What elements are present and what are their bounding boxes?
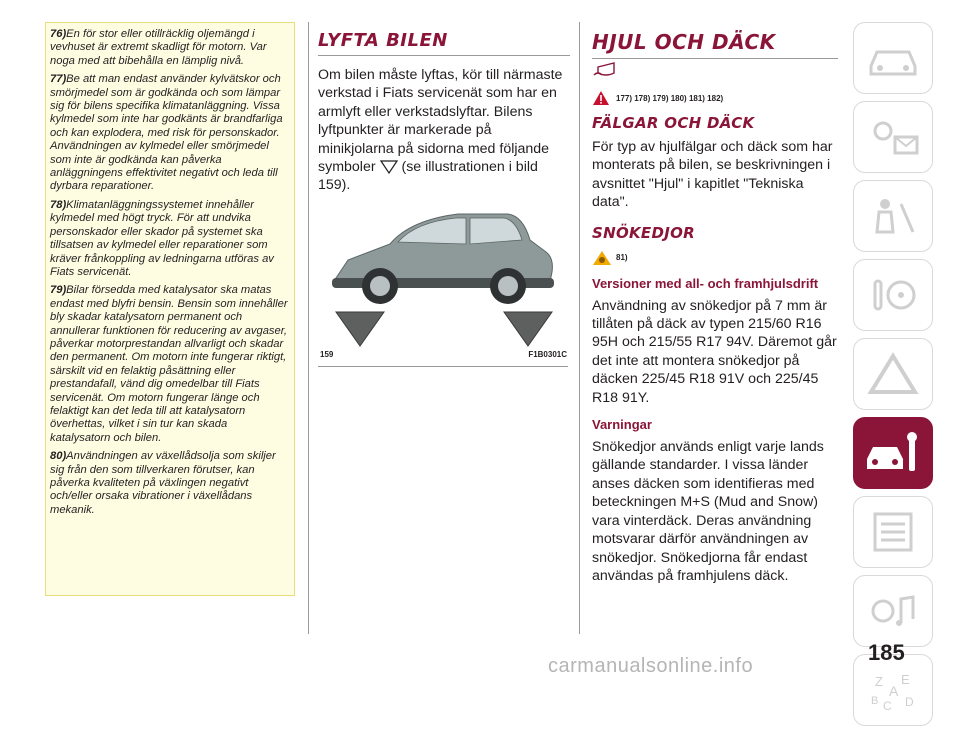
chains-note-ref: 81) (592, 250, 838, 266)
note-80: 80)Användningen av växellådsolja som skiljer sig från den som tillverkaren förutser, kan påverka kvaliteten på växlingen negativt och/eller orsaka vibrationer i växellådans mekanik. (50, 450, 276, 516)
page-number: 185 (868, 640, 905, 665)
section-title-rims: FÄLGAR OCH DÄCK (592, 114, 755, 132)
versions-text: Användning av snökedjor på 7 mm är tillåten på däck av typen 215/60 R16 95H och 215/55 R17 94V. Däremot går det inte att montera snökedjor på däcken 225/45 R18 91V och 225/45 R18 91Y. (592, 297, 837, 406)
svg-text:C: C (883, 699, 892, 712)
figure-number: 159 (320, 350, 334, 359)
key-steering-icon (865, 273, 921, 317)
figure-code: F1B0301C (528, 350, 567, 359)
warnings-title: Varningar (592, 417, 652, 433)
lights-warning-icon (865, 115, 921, 159)
lift-point-symbol-icon (380, 160, 398, 174)
sidebar-tab-emergency[interactable] (853, 338, 933, 410)
figure-lift-points (318, 200, 568, 367)
svg-text:Z: Z (875, 674, 883, 689)
data-list-icon (865, 510, 921, 554)
svg-text:A: A (889, 683, 899, 699)
notes-box (45, 22, 295, 596)
svg-text:B: B (871, 695, 879, 707)
media-music-icon (865, 589, 921, 633)
section-title-wheels: HJUL OCH DÄCK (592, 30, 838, 59)
seatbelt-safety-icon (865, 194, 921, 238)
svg-text:E: E (901, 672, 910, 687)
car-wrench-icon (863, 429, 923, 477)
sidebar-tab-starting[interactable] (853, 259, 933, 331)
index-letters-icon (865, 668, 921, 712)
note-78: 78)Klimatanläggningssystemet innehåller kylmedel med högt tryck. För att undvika personskador eller skador på systemet ska tillsatsen av kylmedel eller reparationer som kräver frånkoppling av ledningarna utföras av Fiats servicenät. (50, 198, 274, 278)
sidebar-tab-lights[interactable] (853, 101, 933, 173)
wheels-section (592, 30, 838, 585)
chapter-sidebar (853, 22, 933, 733)
warning-triangle-icon (865, 352, 921, 396)
note-hand-icon (592, 250, 612, 266)
watermark: carmanualsonline.info (548, 655, 754, 677)
column-divider (579, 22, 580, 634)
sidebar-tab-safety[interactable] (853, 180, 933, 252)
warnings-text: Snökedjor används enligt varje lands gällande standarder. I vissa länder anses däcken som identifieras med beteckningen M+S (Mud and Snow) vara vinterdäck. Deras användning motsvarar därför användningen av snökedjor. Snökedjorna får endast användas på framhjulens däck. (592, 439, 824, 584)
sidebar-tab-maintenance[interactable] (853, 417, 933, 489)
car-lift-illustration (318, 200, 568, 366)
dashboard-car-icon (865, 36, 921, 80)
versions-title: Versioner med all- och framhjulsdrift (592, 275, 819, 291)
rims-text: För typ av hjulfälgar och däck som har monterats på bilen, se beskrivningen i avsnittet "Hjul" i kapitlet "Tekniska data". (592, 139, 833, 211)
section-title-chains: SNÖKEDJOR (592, 223, 696, 242)
note-77: 77)Be att man endast använder kylvätskor och smörjmedel som är godkända och som lämpar sig för bilens specifika klimatanläggning. Vissa kylmedel som inte har godkänts är brandfarliga och kan explodera, med risk för personskador. Användningen av kylmedel eller smörjmedel som inte är godkända kan påverka anläggningens effektivitet negativt och leda till dyrbara reparationer. (50, 73, 283, 193)
warning-references: 177) 178) 179) 180) 181) 182) (592, 90, 838, 106)
manual-reference-icon (592, 61, 838, 84)
sidebar-tab-multimedia[interactable] (853, 575, 933, 647)
lift-section (318, 30, 570, 195)
section-title-lift: LYFTA BILEN (318, 30, 570, 56)
note-76: 76)En för stor eller otillräcklig oljemängd i vevhuset är extremt skadligt för motorn. Var noga med att bibehålla en lämplig nivå. (50, 28, 267, 67)
note-79: 79)Bilar försedda med katalysator ska matas endast med blyfri bensin. Bensin som innehåller bly skadar katalysatorn permanent och annullerar funktionen för reducering av avgaser, påverkar motorprestandan allvarligt och skadar den permanent. Om motorn inte fungerar riktigt, särskilt vid en felaktig påsättning eller prestandafall, vänd dig omedelbar till Fiats servicenät. Om motorn fungerar länge och felaktigt kan det leda till att katalysatorn överhettas, vilket i sin tur kan skada katalysatorn och bilen. (50, 284, 288, 444)
warning-triangle-icon (592, 90, 610, 106)
svg-text:D: D (905, 695, 914, 709)
column-divider (308, 22, 309, 634)
sidebar-tab-dashboard[interactable] (853, 22, 933, 94)
lift-text: Om bilen måste lyftas, kör till närmaste verkstad i Fiats servicenät som har en armlyft eller verkstadslyftar. Bilens lyftpunkter är markerade på minikjolarna på sidorna med följande symboler (se illustrationen i bild 159). (318, 67, 563, 194)
sidebar-tab-technical-data[interactable] (853, 496, 933, 568)
